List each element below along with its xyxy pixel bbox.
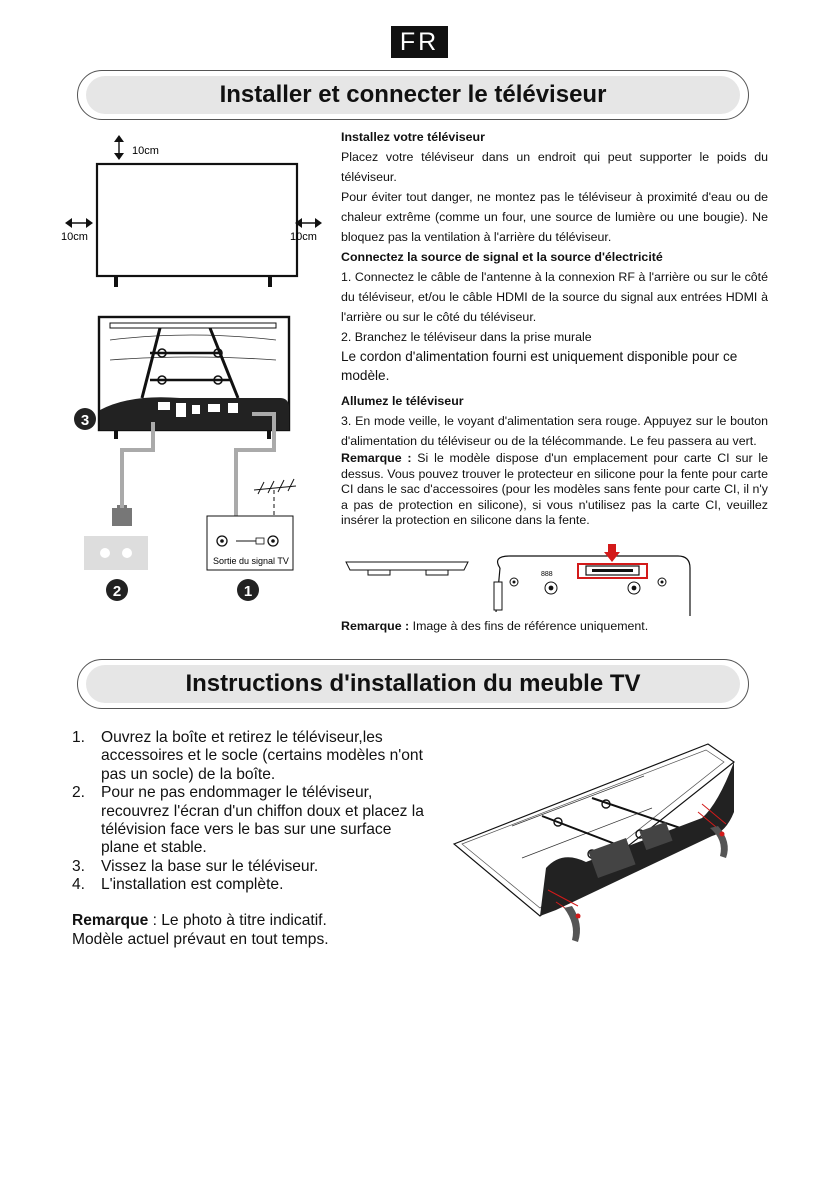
image-note-text: Image à des fins de référence uniquement. <box>412 619 649 633</box>
connect-paragraph-2: 2. Branchez le téléviseur dans la prise murale <box>341 330 592 344</box>
install-text-column <box>341 127 768 529</box>
connect-paragraph-1: 1. Connectez le câble de l'antenne à la connexion RF à l'arrière ou sur le côté du téléviseur, et/ou le câble HDMI de la source du signal aux entrées HDMI à l'arrière ou sur le côté du téléviseur. <box>341 270 768 324</box>
stand-remark-line2: Modèle actuel prévaut en tout temps. <box>72 931 329 948</box>
clearance-top-label: 10cm <box>132 145 159 157</box>
ci-protector-illustration <box>342 548 702 618</box>
left-right-arrow-icon-right <box>295 218 322 228</box>
list-item <box>72 784 432 858</box>
tv-clearance-diagram <box>50 130 340 300</box>
heading-connect: Connectez la source de signal et la source d'électricité <box>341 250 663 264</box>
up-down-arrow-icon <box>114 135 124 160</box>
stand-remark-label: Remarque <box>72 912 149 929</box>
list-item <box>72 729 432 784</box>
step-text: Pour ne pas endommager le téléviseur, recouvrez l'écran d'un chiffon doux et placez la télévision face vers le bas sur une surface plane et stable. <box>101 784 424 857</box>
heading-power: Allumez le téléviseur <box>341 394 464 408</box>
step-number: 3. <box>72 857 86 875</box>
step-number: 1. <box>72 729 86 746</box>
ci-remark-text: Si le modèle dispose d'un emplacement pour carte CI sur le dessus. Vous pouvez trouver le protecteur en silicone pour la fente pour carte CI dans le sac d'accessoires (pour les modèles sans fente pour carte CI, il n'y a pas de protection en silicone), si vous n'utilisez pas la carte CI, veuillez insérer la protection en silicone dans la fente. <box>341 451 768 527</box>
step-3-number: 3 <box>80 412 90 429</box>
section-banner-install <box>77 70 749 120</box>
step-2-number: 2 <box>112 583 122 600</box>
clearance-left-label: 10cm <box>61 231 88 243</box>
stand-remark <box>72 911 432 949</box>
power-paragraph-1: 3. En mode veille, le voyant d'alimentation sera rouge. Appuyez sur le bouton d'alimentation du téléviseur ou de la télécommande. Le feu passera au vert. <box>341 414 768 448</box>
install-paragraph-1: Placez votre téléviseur dans un endroit qui peut supporter le poids du téléviseur. <box>341 150 768 184</box>
svg-text:888: 888 <box>541 571 553 578</box>
stand-steps-list <box>72 729 432 895</box>
image-note <box>341 619 648 633</box>
list-item <box>72 876 432 894</box>
connect-paragraph-3: Le cordon d'alimentation fourni est uniquement disponible pour ce modèle. <box>341 349 738 383</box>
ci-remark-label: Remarque : <box>341 451 412 465</box>
stand-remark-text: : Le photo à titre indicatif. <box>148 912 327 929</box>
clearance-right-label: 10cm <box>290 231 317 243</box>
language-badge: FR <box>391 26 448 58</box>
heading-install: Installez votre téléviseur <box>341 130 485 144</box>
tv-connection-diagram <box>70 310 310 610</box>
left-right-arrow-icon-left <box>65 218 93 228</box>
install-paragraph-2: Pour éviter tout danger, ne montez pas le téléviseur à proximité d'eau ou de chaleur extrême (comme un four, une source de lumière ou une bougie). Ne bloquez pas la ventilation à l'arrière du téléviseur. <box>341 190 768 244</box>
tv-stand-illustration <box>452 740 752 950</box>
section-title-install: Installer et connecter le téléviseur <box>219 81 607 108</box>
list-item <box>72 858 432 876</box>
section-banner-stand <box>77 659 749 709</box>
step-number: 2. <box>72 784 86 802</box>
step-text: Vissez la base sur le téléviseur. <box>101 857 319 875</box>
image-note-label: Remarque : <box>341 619 410 633</box>
section-title-stand: Instructions d'installation du meuble TV <box>185 670 641 697</box>
step-text: Ouvrez la boîte et retirez le téléviseur,les accessoires et le socle (certains modèles n'ont pas un socle) de la boîte. <box>101 729 423 783</box>
step-1-number: 1 <box>243 583 253 600</box>
ci-remark <box>341 451 768 529</box>
step-text: L'installation est complète. <box>101 876 284 894</box>
step-number: 4. <box>72 876 86 894</box>
signal-output-label: Sortie du signal TV <box>213 556 289 566</box>
